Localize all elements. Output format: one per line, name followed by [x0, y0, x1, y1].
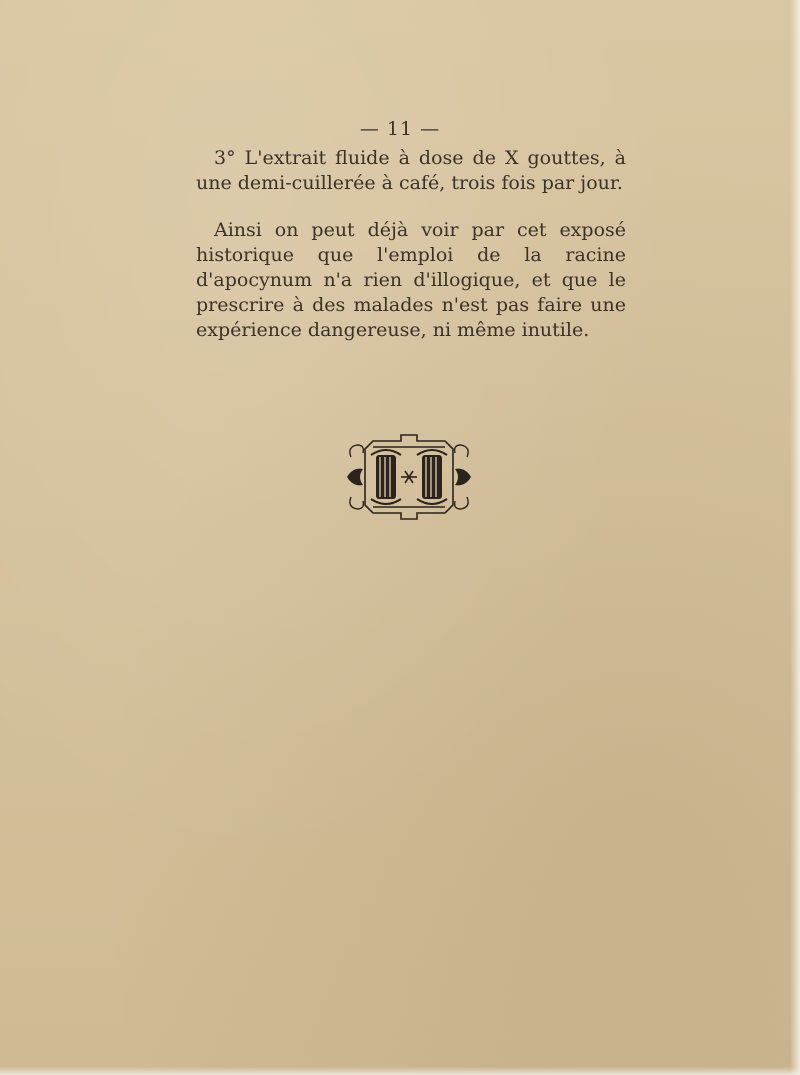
paragraph-conclusion [196, 218, 626, 343]
paragraph-dosage [196, 146, 626, 196]
page-edge-bottom [0, 1067, 800, 1075]
page-number: — 11 — [359, 118, 441, 140]
paragraph-text: 3° L'extrait fluide à dose de X gouttes, à une demi-cuillerée à café, trois fois par jour. [196, 147, 626, 194]
paragraph-text: Ainsi on peut déjà voir par cet exposé historique que l'emploi de la racine d'apocynum n'a rien d'illogique, et que le prescrire à des malades n'est pas faire une expérience dangereuse, ni même inutile. [196, 219, 626, 341]
printer-ornament-icon [343, 433, 475, 521]
page-edge-right [790, 0, 800, 1075]
